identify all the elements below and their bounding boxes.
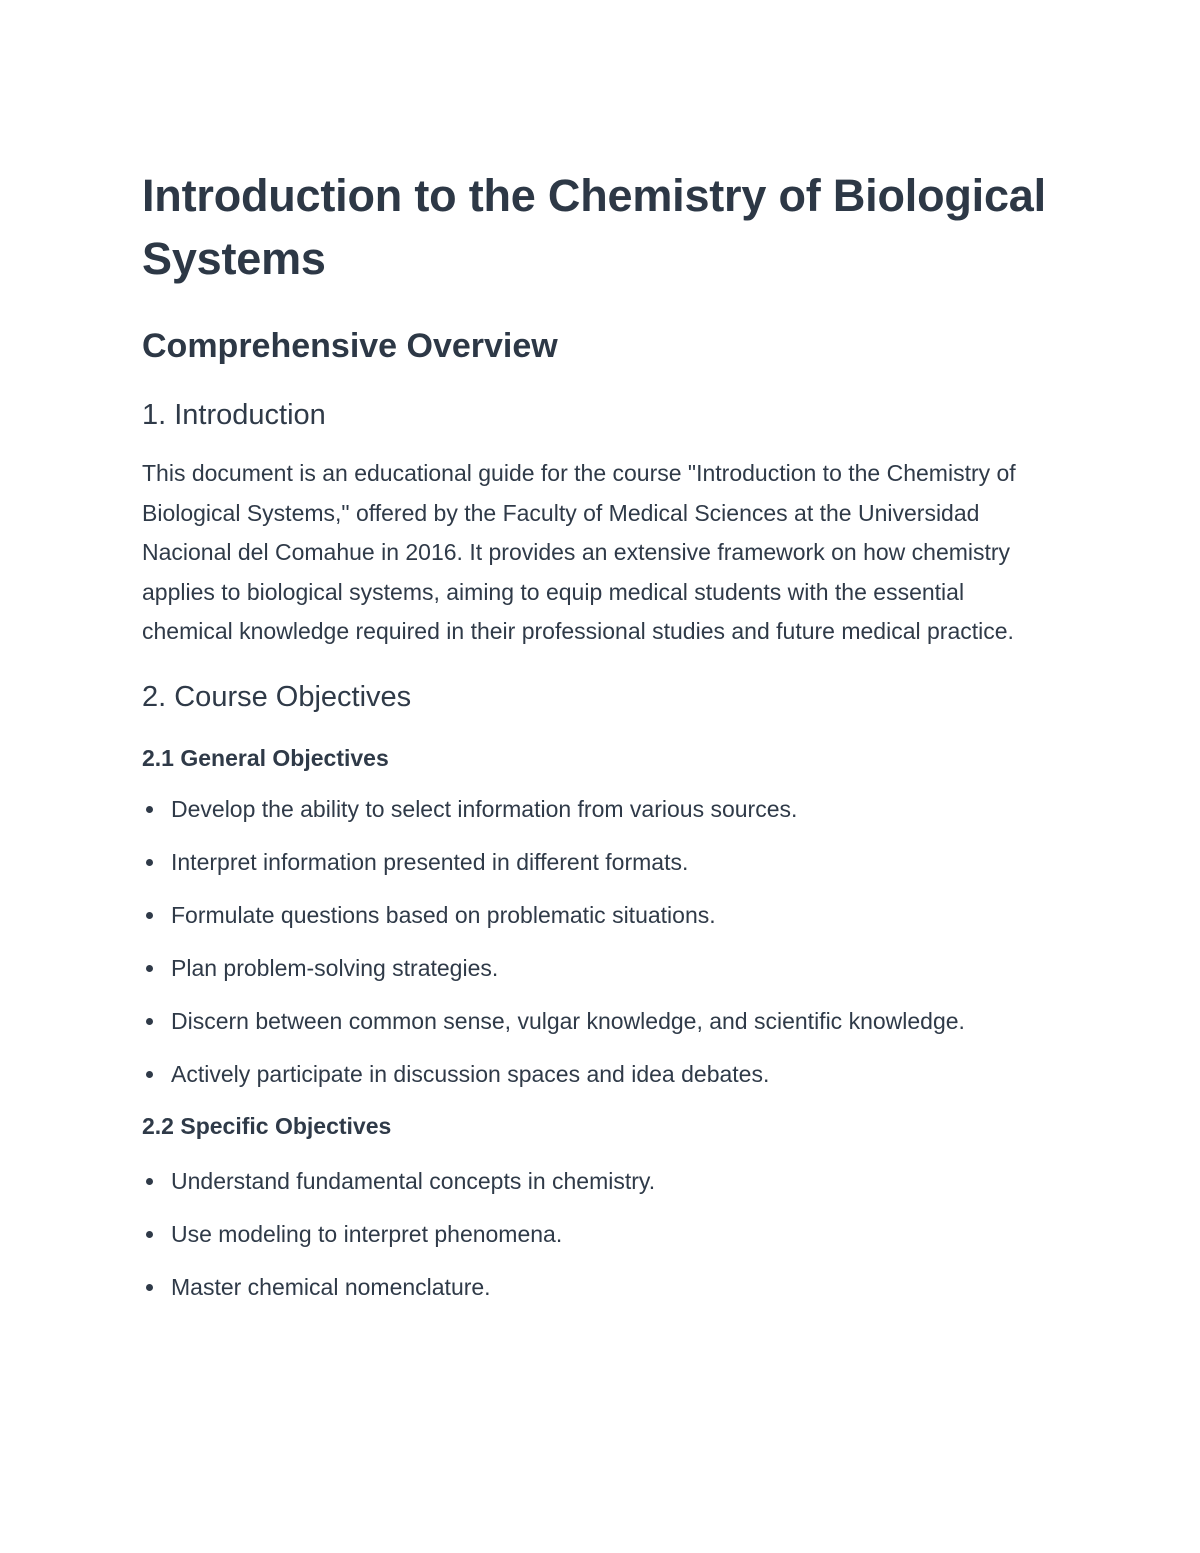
bullet-icon (146, 806, 153, 813)
bullet-icon (146, 965, 153, 972)
list-item (142, 949, 1031, 989)
list-item-text: Develop the ability to select information from various sources. (171, 795, 798, 822)
list-item (142, 1215, 1031, 1255)
list-item-text: Plan problem-solving strategies. (171, 954, 499, 981)
section-heading-course-objectives: 2. Course Objectives (142, 680, 412, 713)
list-item (142, 1162, 1031, 1202)
list-item (142, 896, 1031, 936)
general-objectives-list (142, 790, 1050, 1095)
subsection-heading-specific-objectives: 2.2 Specific Objectives (142, 1113, 392, 1139)
list-item (142, 843, 1031, 883)
section-course-objectives (142, 678, 1050, 1308)
document-title: Introduction to the Chemistry of Biological Systems (142, 170, 1046, 284)
list-item-text: Actively participate in discussion spaces and idea debates. (171, 1060, 770, 1087)
list-item-text: Understand fundamental concepts in chemistry. (171, 1168, 656, 1194)
bullet-icon (146, 1284, 153, 1291)
specific-objectives-list (142, 1162, 1050, 1308)
bullet-icon (146, 859, 153, 866)
list-item-text: Formulate questions based on problematic situations. (171, 901, 716, 928)
list-item-text: Master chemical nomenclature. (171, 1274, 491, 1300)
bullet-icon (146, 1231, 153, 1238)
bullet-icon (146, 912, 153, 919)
list-item-text: Interpret information presented in different formats. (171, 848, 689, 875)
list-item (142, 790, 1031, 830)
bullet-icon (146, 1178, 153, 1185)
list-item (142, 1268, 1031, 1308)
list-item (142, 1002, 1031, 1042)
introduction-paragraph: This document is an educational guide for the course "Introduction to the Chemistry of Biological Systems," offered by the Faculty of Medical Sciences at the Universidad Nacional del Comahue in 2016. It provides an extensive framework on how chemistry applies to biological systems, aiming to equip medical students with the essential chemical knowledge required in their professional studies and future medical practice. (142, 460, 1016, 644)
document-subtitle: Comprehensive Overview (142, 327, 558, 365)
list-item-text: Use modeling to interpret phenomena. (171, 1221, 563, 1247)
bullet-icon (146, 1018, 153, 1025)
bullet-icon (146, 1071, 153, 1078)
list-item-text: Discern between common sense, vulgar knowledge, and scientific knowledge. (171, 1007, 965, 1034)
section-heading-introduction: 1. Introduction (142, 399, 326, 431)
section-introduction (142, 396, 1050, 652)
subsection-heading-general-objectives: 2.1 General Objectives (142, 744, 389, 771)
list-item (142, 1055, 1031, 1095)
